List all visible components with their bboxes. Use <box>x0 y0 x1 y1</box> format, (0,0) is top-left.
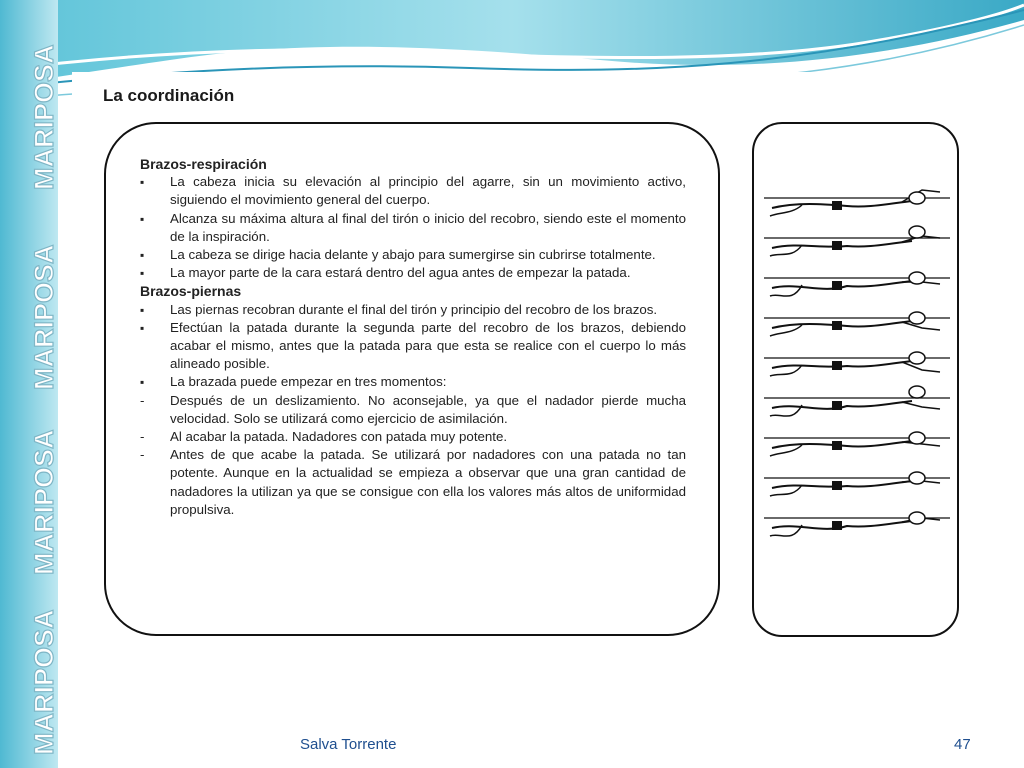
side-label: MARIPOSA <box>29 609 59 755</box>
swimmer-figure <box>764 432 950 456</box>
footer-author: Salva Torrente <box>300 736 397 753</box>
swimmer-figure <box>764 472 950 496</box>
section-title: Brazos-piernas <box>140 283 242 300</box>
bullet-list <box>140 301 686 392</box>
dash-list <box>140 392 686 519</box>
section-title: Brazos-respiración <box>140 156 267 172</box>
list-item: ▪ Alcanza su máxima altura al final del tirón o inicio del recobro, siendo este el momento de la inspiración. <box>140 210 686 246</box>
coordination-text <box>140 155 686 519</box>
side-label: MARIPOSA <box>29 244 59 390</box>
swimmer-figure <box>764 272 950 296</box>
side-label: MARIPOSA <box>29 44 59 190</box>
list-item: ▪ La brazada puede empezar en tres momentos: <box>140 373 686 391</box>
page-title: La coordinación <box>103 86 235 105</box>
page-number: 47 <box>954 736 971 753</box>
list-item: ▪ Las piernas recobran durante el final del tirón y principio del recobro de los brazos. <box>140 301 686 319</box>
swimmer-figure <box>764 386 950 416</box>
side-label: MARIPOSA <box>29 429 59 575</box>
swimmer-figure <box>764 226 950 256</box>
bullet-list <box>140 173 686 282</box>
list-item: ▪ Efectúan la patada durante la segunda parte del recobro de los brazos, debiendo acabar el mismo, antes que la patada para que esta se realice con el cuerpo lo más alineado posible. <box>140 319 686 374</box>
swimmer-figure <box>764 352 950 376</box>
list-item: ▪ La mayor parte de la cara estará dentro del agua antes de empezar la patada. <box>140 264 686 282</box>
swimmer-figure <box>764 512 950 536</box>
list-item: ▪ La cabeza inicia su elevación al principio del agarre, sin un movimiento activo, siguiendo el movimiento general del cuerpo. <box>140 173 686 209</box>
swimmer-figure <box>764 312 950 336</box>
swimmer-figure <box>764 190 950 216</box>
list-item: - Antes de que acabe la patada. Se utilizará por nadadores con una patada no tan potente. Aunque en la actualidad se empieza a observar que una gran cantidad de nadadores la utilizan ya que se consigue con ella los valores más altos de uniformidad propulsiva. <box>140 446 686 519</box>
list-item: ▪ La cabeza se dirige hacia delante y abajo para sumergirse sin cubrirse totalmente. <box>140 246 686 264</box>
list-item: - Después de un deslizamiento. No aconsejable, ya que el nadador pierde mucha velocidad. Solo se utilizará como ejercicio de asimilación. <box>140 392 686 428</box>
list-item: - Al acabar la patada. Nadadores con patada muy potente. <box>140 428 686 446</box>
swimmer-sequence-illustration <box>752 122 959 637</box>
